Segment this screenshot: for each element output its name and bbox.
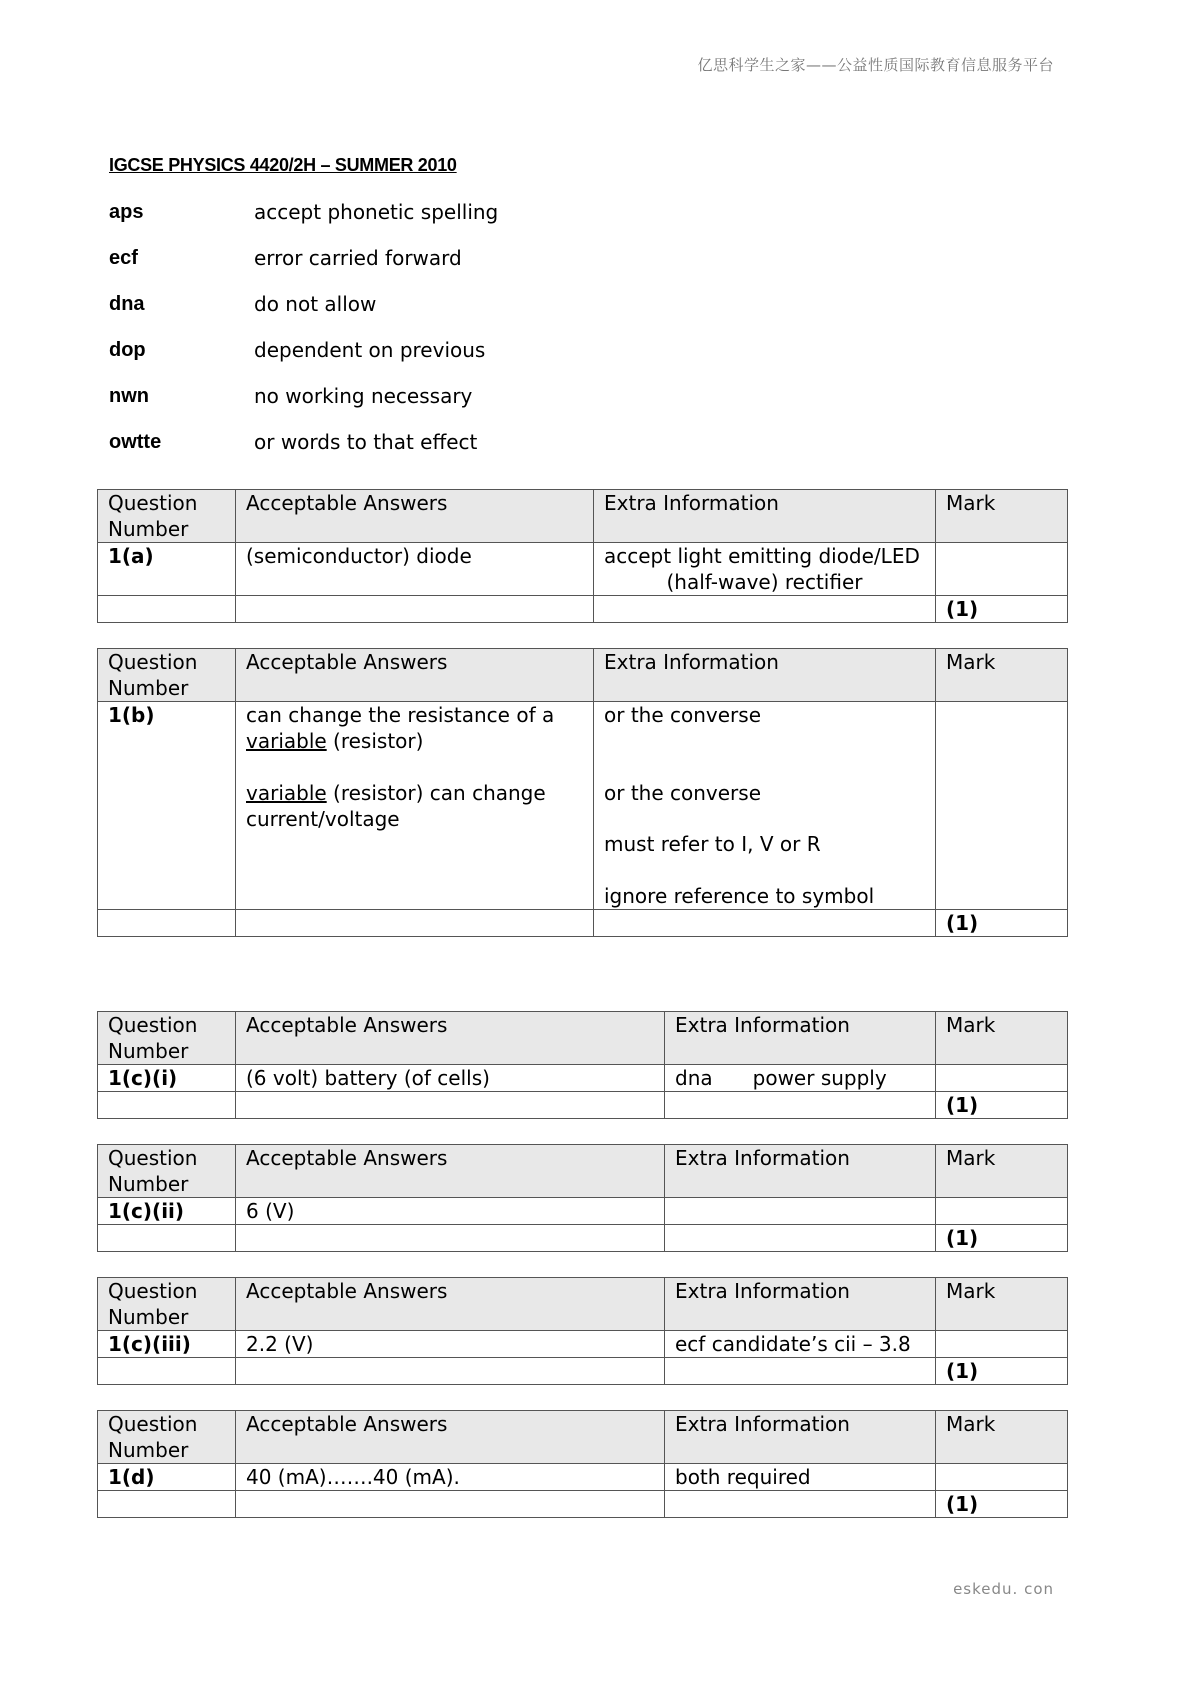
underlined-term: variable — [246, 729, 327, 753]
document-title: IGCSE PHYSICS 4420/2H – SUMMER 2010 — [109, 155, 457, 175]
question-number: 1(c)(iii) — [98, 1331, 236, 1358]
mark-scheme-table-1a — [97, 489, 1068, 623]
extra-information: dna power supply — [665, 1065, 936, 1092]
acceptable-answer: (6 volt) battery (of cells) — [236, 1065, 665, 1092]
abbreviation-key: dop — [109, 339, 146, 361]
mark-scheme-table-1d — [97, 1410, 1068, 1518]
mark-value: (1) — [936, 1491, 1068, 1518]
header-question-number: Question Number — [98, 1411, 236, 1464]
header-mark: Mark — [936, 1012, 1068, 1065]
mark-cell — [936, 702, 1068, 910]
abbreviation-row — [109, 429, 498, 475]
mark-scheme-table-1cii — [97, 1144, 1068, 1252]
question-number: 1(d) — [98, 1464, 236, 1491]
extra-information — [665, 1198, 936, 1225]
acceptable-answer: (semiconductor) diode — [236, 543, 594, 596]
abbreviation-row — [109, 199, 498, 245]
extra-information — [594, 702, 936, 910]
mark-value: (1) — [936, 596, 1068, 623]
header-mark: Mark — [936, 1278, 1068, 1331]
mark-scheme-table-1ciii — [97, 1277, 1068, 1385]
header-extra-information: Extra Information — [665, 1411, 936, 1464]
abbreviation-row — [109, 245, 498, 291]
header-question-number: Question Number — [98, 1278, 236, 1331]
header-extra-information: Extra Information — [665, 1145, 936, 1198]
acceptable-answer: 40 (mA)…….40 (mA). — [236, 1464, 665, 1491]
answer-line: current/voltage — [246, 807, 400, 831]
mark-cell — [936, 1331, 1068, 1358]
extra-information — [594, 543, 936, 596]
header-question-number: Question Number — [98, 1145, 236, 1198]
extra-information-line: or the converse — [604, 781, 761, 805]
abbreviation-value: or words to that effect — [254, 430, 478, 454]
acceptable-answer — [236, 702, 594, 910]
mark-scheme-table-1ci — [97, 1011, 1068, 1119]
mark-value: (1) — [936, 1225, 1068, 1252]
header-extra-information: Extra Information — [594, 490, 936, 543]
answer-line: variable (resistor) — [246, 729, 424, 753]
mark-value: (1) — [936, 910, 1068, 937]
header-acceptable-answers: Acceptable Answers — [236, 490, 594, 543]
answer-line: can change the resistance of a — [246, 703, 555, 727]
header-question-number: Question Number — [98, 649, 236, 702]
abbreviation-value: do not allow — [254, 292, 377, 316]
mark-value: (1) — [936, 1358, 1068, 1385]
header-mark: Mark — [936, 1411, 1068, 1464]
question-number: 1(b) — [98, 702, 236, 910]
question-number: 1(a) — [98, 543, 236, 596]
mark-cell — [936, 1464, 1068, 1491]
header-watermark: 亿思科学生之家——公益性质国际教育信息服务平台 — [697, 56, 1054, 74]
header-extra-information: Extra Information — [665, 1278, 936, 1331]
extra-information: both required — [665, 1464, 936, 1491]
abbreviation-key: owtte — [109, 431, 162, 453]
extra-information: ecf candidate’s cii – 3.8 — [665, 1331, 936, 1358]
header-acceptable-answers: Acceptable Answers — [236, 1012, 665, 1065]
mark-cell — [936, 543, 1068, 596]
abbreviation-key: aps — [109, 201, 144, 223]
header-extra-information: Extra Information — [594, 649, 936, 702]
header-extra-information: Extra Information — [665, 1012, 936, 1065]
extra-information-line: accept light emitting diode/LED — [604, 544, 920, 568]
footer-watermark: eskedu. con — [953, 1580, 1054, 1598]
question-number: 1(c)(i) — [98, 1065, 236, 1092]
header-acceptable-answers: Acceptable Answers — [236, 1145, 665, 1198]
header-acceptable-answers: Acceptable Answers — [236, 1278, 665, 1331]
extra-information-line: must refer to I, V or R — [604, 832, 821, 856]
acceptable-answer: 6 (V) — [236, 1198, 665, 1225]
mark-scheme-table-1b — [97, 648, 1068, 937]
abbreviation-list — [109, 199, 498, 475]
abbreviation-value: dependent on previous — [254, 338, 486, 362]
abbreviation-value: no working necessary — [254, 384, 473, 408]
header-acceptable-answers: Acceptable Answers — [236, 1411, 665, 1464]
abbreviation-value: error carried forward — [254, 246, 462, 270]
abbreviation-row — [109, 291, 498, 337]
extra-information-line: or the converse — [604, 703, 761, 727]
abbreviation-value: accept phonetic spelling — [254, 200, 499, 224]
abbreviation-key: dna — [109, 293, 145, 315]
header-mark: Mark — [936, 490, 1068, 543]
abbreviation-key: nwn — [109, 385, 149, 407]
acceptable-answer: 2.2 (V) — [236, 1331, 665, 1358]
mark-cell — [936, 1198, 1068, 1225]
header-mark: Mark — [936, 1145, 1068, 1198]
mark-value: (1) — [936, 1092, 1068, 1119]
abbreviation-row — [109, 383, 498, 429]
header-question-number: Question Number — [98, 490, 236, 543]
header-acceptable-answers: Acceptable Answers — [236, 649, 594, 702]
underlined-term: variable — [246, 781, 327, 805]
header-mark: Mark — [936, 649, 1068, 702]
mark-cell — [936, 1065, 1068, 1092]
extra-information-line: (half-wave) rectifier — [666, 570, 863, 594]
abbreviation-key: ecf — [109, 247, 138, 269]
answer-line: variable (resistor) can change — [246, 781, 546, 805]
header-question-number: Question Number — [98, 1012, 236, 1065]
extra-information-line: ignore reference to symbol — [604, 884, 875, 908]
question-number: 1(c)(ii) — [98, 1198, 236, 1225]
abbreviation-row — [109, 337, 498, 383]
